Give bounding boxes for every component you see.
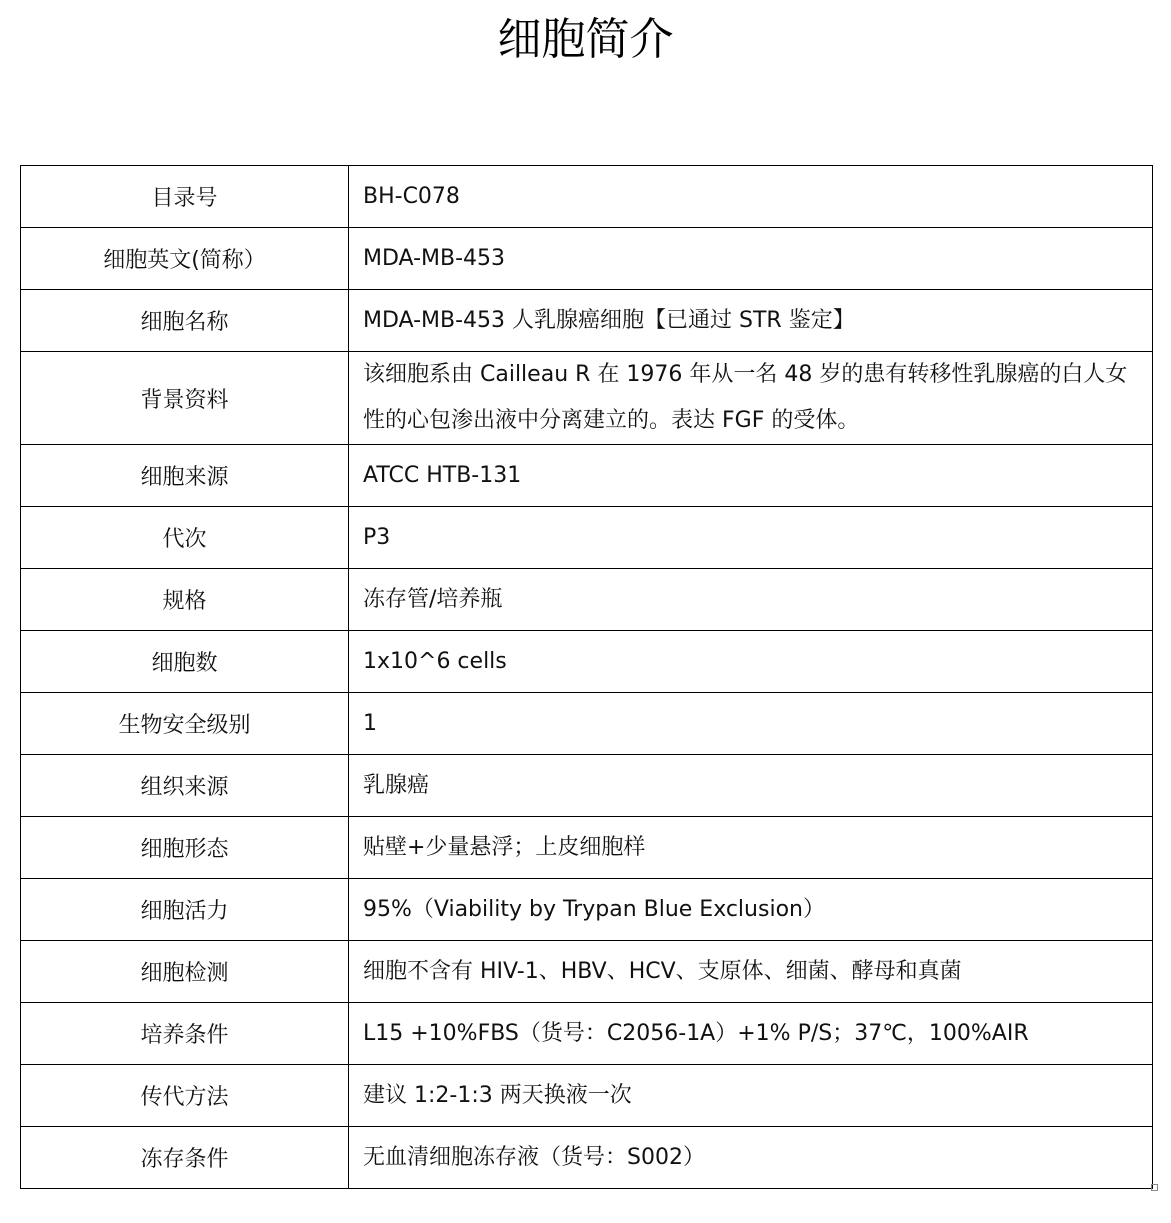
row-value: MDA-MB-453 人乳腺癌细胞【已通过 STR 鉴定】 [349,290,1153,352]
table-row-subculture [21,1065,1153,1127]
row-label: 冻存条件 [21,1127,349,1189]
row-value: 细胞不含有 HIV-1、HBV、HCV、支原体、细菌、酵母和真菌 [349,941,1153,1003]
table-row-spec [21,569,1153,631]
row-label: 生物安全级别 [21,693,349,755]
table-row-biosafety [21,693,1153,755]
row-label: 传代方法 [21,1065,349,1127]
table-resize-handle-icon [1151,1184,1158,1191]
row-label: 细胞来源 [21,445,349,507]
table-row-cell-name [21,290,1153,352]
row-value: 该细胞系由 Cailleau R 在 1976 年从一名 48 岁的患有转移性乳腺癌的白人女性的心包渗出液中分离建立的。表达 FGF 的受体。 [349,352,1153,445]
row-value: 1x10^6 cells [349,631,1153,693]
row-value: 无血清细胞冻存液（货号：S002） [349,1127,1153,1189]
row-label: 代次 [21,507,349,569]
table-row-morphology [21,817,1153,879]
row-value: ATCC HTB-131 [349,445,1153,507]
table-row-testing [21,941,1153,1003]
table-row-culture [21,1003,1153,1065]
row-value: 1 [349,693,1153,755]
row-value: 贴壁+少量悬浮；上皮细胞样 [349,817,1153,879]
table-row-viability [21,879,1153,941]
row-label: 规格 [21,569,349,631]
row-label: 细胞数 [21,631,349,693]
row-value: 95%（Viability by Trypan Blue Exclusion） [349,879,1153,941]
row-label: 细胞英文(简称） [21,228,349,290]
row-value: MDA-MB-453 [349,228,1153,290]
table-row-source [21,445,1153,507]
table-row-catalog [21,166,1153,228]
cell-info-table [20,165,1153,1189]
row-value: P3 [349,507,1153,569]
row-value: 冻存管/培养瓶 [349,569,1153,631]
row-label: 培养条件 [21,1003,349,1065]
table-row-tissue [21,755,1153,817]
table-row-freezing [21,1127,1153,1189]
table-row-background [21,352,1153,445]
row-value: 乳腺癌 [349,755,1153,817]
table-row-english-name [21,228,1153,290]
row-label: 组织来源 [21,755,349,817]
row-label: 细胞活力 [21,879,349,941]
row-value: 建议 1:2-1:3 两天换液一次 [349,1065,1153,1127]
row-label: 细胞检测 [21,941,349,1003]
row-label: 背景资料 [21,352,349,445]
row-value: BH-C078 [349,166,1153,228]
row-label: 细胞名称 [21,290,349,352]
row-label: 细胞形态 [21,817,349,879]
page-title: 细胞简介 [497,14,674,65]
row-label: 目录号 [21,166,349,228]
row-value: L15 +10%FBS（货号：C2056-1A）+1% P/S；37℃，100%AIR [349,1003,1153,1065]
table-row-cell-count [21,631,1153,693]
table-row-passage [21,507,1153,569]
